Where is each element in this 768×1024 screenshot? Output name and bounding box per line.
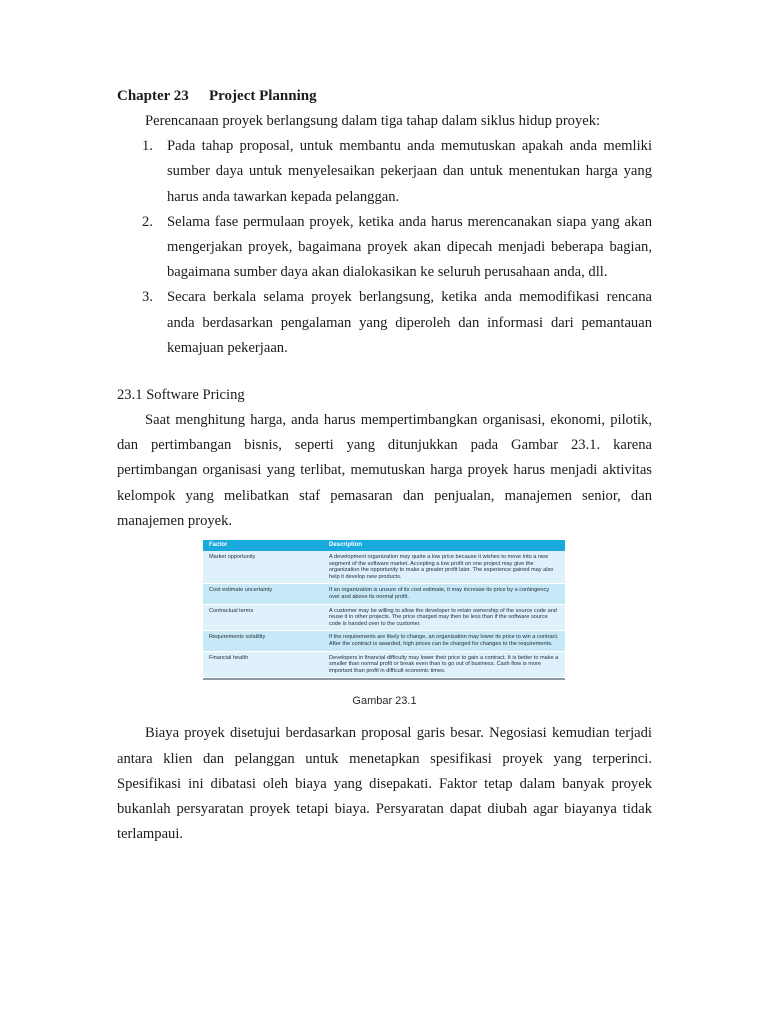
table-row [203, 651, 565, 678]
column-header-description: Description [323, 540, 565, 551]
list-item-number: 2. [142, 213, 153, 230]
factor-cell: Requirements volatility [203, 631, 323, 651]
description-cell: A customer may be willing to allow the developer to retain ownership of the source code and reuse it in other projects. The price charged may then be less than if the software source code is handed over to the customer. [323, 604, 565, 631]
factor-cell: Market opportunity [203, 551, 323, 584]
chapter-title: Project Planning [209, 88, 317, 104]
factor-cell: Cost estimate uncertainty [203, 584, 323, 604]
document-page [117, 84, 652, 847]
table-row [203, 551, 565, 584]
closing-paragraph: Biaya proyek disetujui berdasarkan proposal garis besar. Negosiasi kemudian terjadi antara klien dan pelanggan untuk menetapkan spesifikasi proyek yang terperinci. Spesifikasi ini dibatasi oleh biaya yang disepakati. Faktor tetap dalam banyak proyek bukanlah persyaratan proyek tetapi biaya. Persyaratan dapat diubah agar biayanya tidak terlampaui. [117, 725, 652, 843]
section-heading: 23.1 Software Pricing [117, 387, 245, 404]
factor-cell: Financial health [203, 651, 323, 678]
description-cell: If an organization is unsure of its cost estimate, it may increase its price by a contingency over and above its normal profit. [323, 584, 565, 604]
list-item [117, 134, 652, 210]
intro-paragraph: Perencanaan proyek berlangsung dalam tiga tahap dalam siklus hidup proyek: [145, 113, 601, 129]
list-item-text: Pada tahap proposal, untuk membantu anda memutuskan apakah anda memliki sumber daya untuk menyelesaikan pekerjaan dan untuk menentukan harga yang harus anda tawarkan kepada pelanggan. [167, 138, 652, 205]
description-cell: A development organization may quote a low price because it wishes to move into a new segment of the software market. Accepting a low profit on one project may give the organization the opportunity to make a greater profit later. The experience gained may also help it develop new products. [323, 551, 565, 584]
pricing-factors-figure [203, 540, 565, 680]
figure-caption: Gambar 23.1 [352, 695, 417, 708]
chapter-number: Chapter 23 [117, 88, 189, 104]
list-item-number: 3. [142, 289, 153, 306]
list-item-text: Secara berkala selama proyek berlangsung, ketika anda memodifikasi rencana anda berdasarkan pengalaman yang diperoleh dan informasi dari pemantauan kemajuan pekerjaan. [167, 289, 652, 356]
figure-bottom-rule [203, 678, 565, 680]
factor-cell: Contractual terms [203, 604, 323, 631]
planning-stages-list [117, 134, 652, 361]
column-header-factor: Factor [203, 540, 323, 551]
table-row [203, 631, 565, 651]
table-row [203, 604, 565, 631]
chapter-heading [117, 84, 652, 109]
table-header-row [203, 540, 565, 551]
description-cell: If the requirements are likely to change, an organization may lower its price to win a contract. After the contract is awarded, high prices can be charged for changes to the requirements. [323, 631, 565, 651]
list-item-text: Selama fase permulaan proyek, ketika anda harus merencanakan siapa yang akan mengerjakan proyek, bagaimana proyek akan dipecah menjadi beberapa bagian, bagaimana sumber daya akan dialokasikan ke seluruh perusahaan anda, dll. [167, 213, 652, 281]
section-paragraph: Saat menghitung harga, anda harus mempertimbangkan organisasi, ekonomi, pilotik, dan pertimbangan bisnis, seperti yang ditunjukkan pada Gambar 23.1. karena pertimbangan organisasi yang terlibat, memutuskan harga proyek harus menjadi aktivitas kelompok yang melibatkan staf pemasaran dan penjualan, manajemen senior, dan manajemen proyek. [117, 412, 652, 529]
pricing-factors-table [203, 540, 565, 678]
description-cell: Developers in financial difficulty may lower their price to gain a contract. It is better to make a smaller than normal profit or break even than to go out of business. Cash flow is more important than profit in difficult economic times. [323, 651, 565, 678]
table-row [203, 584, 565, 604]
list-item-number: 1. [142, 138, 153, 155]
list-item [117, 210, 652, 286]
list-item [117, 285, 652, 361]
